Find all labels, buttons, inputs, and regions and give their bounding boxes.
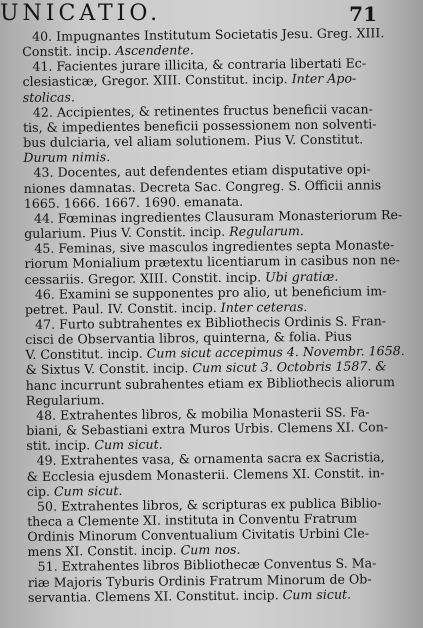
list-item: [25, 313, 408, 408]
text-roman: & Ecclesia ejusdem Monasterii. Clemens XI. Constit. in-: [26, 464, 385, 484]
text-italic: Inter Apo-: [291, 70, 357, 87]
list-item: [24, 237, 406, 286]
text-roman: clesiasticæ, Gregor. XIII. Constitut. incip.: [22, 71, 292, 90]
list-item: [23, 101, 406, 166]
text-roman: hanc incurrunt subrahentes etiam ex Bibliothecis aliorum: [25, 373, 395, 393]
text-roman: biani, & Sebastiani extra Muros Urbis. Clemens XI. Con-: [26, 419, 389, 439]
list-item: [26, 449, 408, 498]
text-italic: Cum sicut.: [94, 436, 163, 453]
text-roman: 49. Extrahentes vasa, & ornamenta sacra ex Sacristia,: [36, 449, 385, 469]
list-item: [22, 55, 404, 104]
text-italic: Regularum.: [229, 223, 304, 239]
list-item: [25, 283, 407, 317]
text-roman: 46. Examini se supponentes pro alio, ut beneficium im-: [34, 282, 387, 302]
text-roman: 42. Accipientes, & retinentes fructus beneficii vacan-: [32, 101, 373, 120]
text-italic: Durum nimis.: [23, 149, 111, 166]
text-roman: 45. Feminas, sive masculos ingredientes septa Monaste-: [34, 237, 395, 257]
text-roman: 40. Impugnantes Institutum Societatis Jesu. Greg. XIII.: [31, 25, 385, 44]
text-roman: cisci de Observantia libros, quinterna, & folia. Pius: [25, 328, 352, 348]
text-italic: Cum nos.: [180, 542, 241, 558]
text-roman: 41. Facientes jurare illicita, & contraria libertati Ec-: [32, 55, 367, 75]
text-roman: 47. Furto subtrahentes ex Bibliothecis Ordinis S. Fran-: [35, 313, 387, 332]
text-roman: & Sixtus V. Constit. incip.: [25, 360, 193, 378]
list-item: [27, 495, 410, 560]
list-item: [23, 161, 405, 210]
text-roman: petret. Paul. IV. Constit. incip.: [24, 299, 221, 317]
text-roman: Regularium.: [25, 391, 105, 408]
text-roman: stit. incip.: [26, 437, 95, 454]
text-roman: riæ Majoris Tyburis Ordinis Fratrum Minorum de Ob-: [27, 570, 372, 590]
running-head: UNICATIO.: [0, 1, 162, 26]
text-italic: Cum sicut.: [282, 586, 352, 603]
list-item: [24, 207, 406, 241]
text-roman: Constit. incip.: [22, 43, 116, 60]
text-italic: Cum sicut.: [53, 482, 123, 499]
text-roman: cessariis. Gregor. XIII. Constit. incip.: [24, 268, 266, 287]
list-item: [26, 404, 408, 453]
text-roman: niones damnatas. Decreta Sac. Congreg. S. Officii annis: [23, 176, 382, 196]
page-number: 71: [349, 2, 377, 26]
body-text: [22, 25, 410, 605]
list-item: [22, 25, 404, 59]
text-roman: servantia. Clemens XI. Constitut. incip.: [27, 587, 283, 605]
text-roman: cip.: [26, 483, 55, 499]
text-italic: Ubi gratiæ.: [264, 268, 339, 284]
text-roman: gularium. Pius V. Constit. incip.: [24, 223, 230, 242]
text-italic: Cum sicut 3. Octobris 1587. &: [192, 358, 387, 376]
text-roman: 44. Fœminas ingredientes Clausuram Monasteriorum Re-: [33, 206, 403, 226]
text-roman: bus dulciaria, vel aliam solutionem. Pius V. Constitut.: [23, 131, 364, 151]
text-roman: Ordinis Minorum Conventualium Civitatis Urbini Cle-: [27, 525, 370, 545]
text-roman: 48. Extrahentes libros, & mobilia Monasterii SS. Fa-: [35, 404, 370, 423]
text-roman: theca a Clemente XI. instituta in Conventu Fratrum: [27, 510, 358, 529]
text-italic: Cum sicut accepimus 4. Novembr. 1658.: [146, 343, 405, 361]
text-roman: mens XI. Constit. incip.: [27, 542, 181, 560]
text-roman: riorum Monialium prætextu licentiarum in casibus non ne-: [24, 252, 400, 272]
list-item: [28, 555, 410, 604]
text-roman: 50. Extrahentes libros, & scripturas ex publica Biblio-: [36, 495, 382, 514]
text-line: [28, 586, 410, 605]
text-roman: 43. Docentes, aut defendentes etiam disputative opi-: [33, 161, 371, 181]
text-roman: tis, & impedientes beneficii possessionem non solventi-: [22, 116, 377, 135]
text-italic: stolicas.: [22, 89, 75, 105]
text-italic: Inter ceteras.: [220, 298, 308, 315]
page-header: [0, 0, 423, 26]
text-roman: 51. Extrahentes libros Bibliothecæ Conventus S. Ma-: [37, 555, 377, 575]
text-roman: V. Constitut. incip.: [25, 345, 147, 363]
text-italic: Ascendente.: [115, 42, 194, 59]
text-roman: 1665. 1666. 1667. 1690. emanata.: [23, 193, 244, 211]
